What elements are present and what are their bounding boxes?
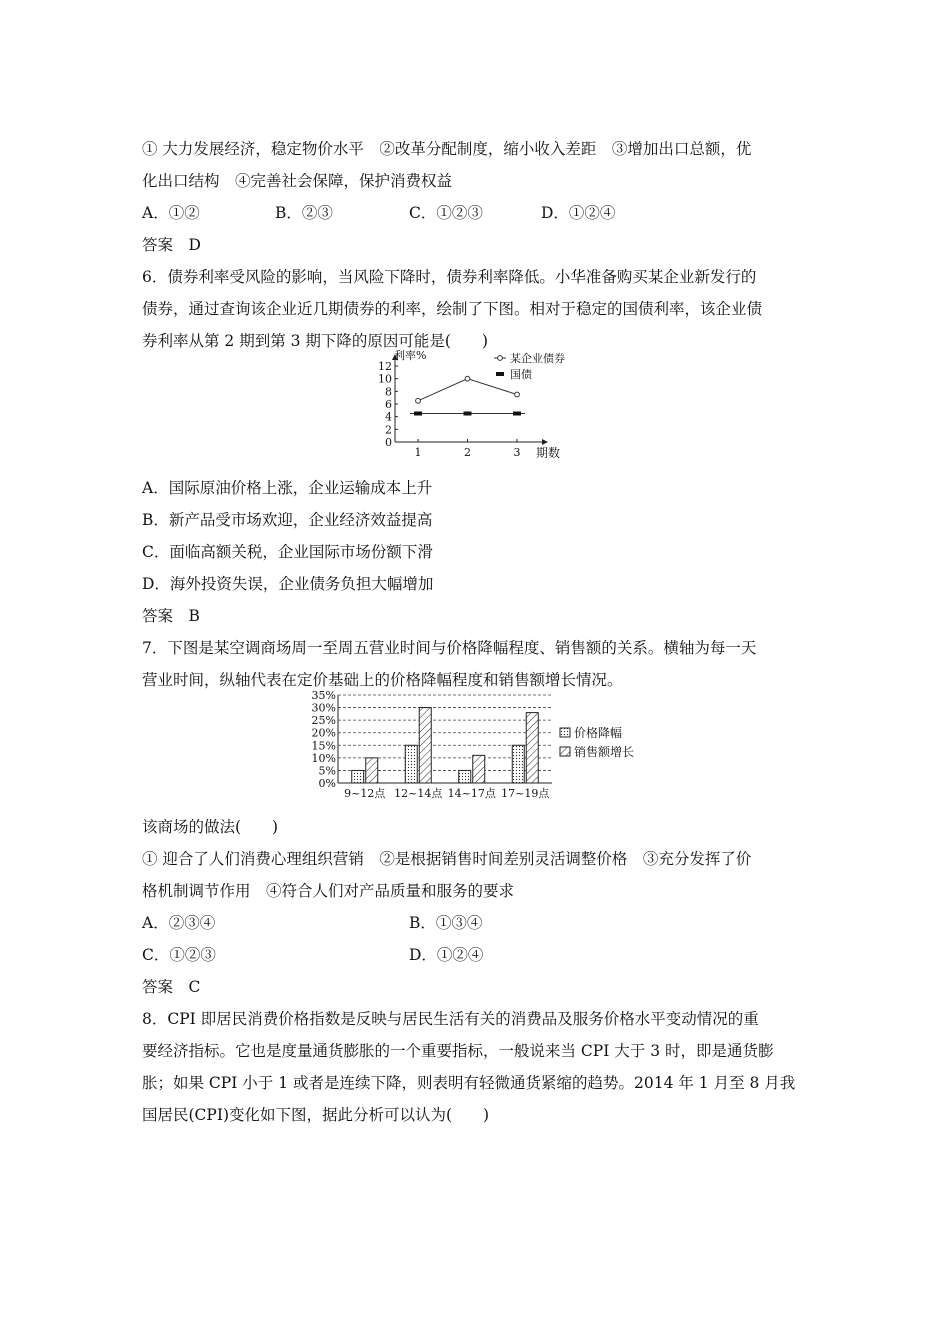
q8-line-1: 8．CPI 即居民消费价格指数是反映与居民生活有关的消费品及服务价格水平变动情况的重 [142, 1010, 759, 1028]
x-tick-label: 17~19点 [501, 787, 550, 800]
q7-line-2: 营业时间，纵轴代表在定价基础上的价格降幅程度和销售额增长情况。 [142, 671, 623, 689]
x-tick-label: 3 [513, 446, 521, 459]
legend-label-price-cut: 价格降幅 [574, 726, 623, 740]
y-axis-label: 利率% [394, 349, 427, 362]
price-sales-bar-chart [308, 688, 654, 802]
y-tick-label: 30% [311, 701, 336, 715]
y-tick-label: 0 [385, 436, 392, 449]
y-tick-label: 15% [311, 739, 336, 753]
q5-line-1: ① 大力发展经济，稳定物价水平 ②改革分配制度，缩小收入差距 ③增加出口总额，优 [142, 140, 752, 158]
series-corporate-bond-line [418, 379, 517, 401]
q7-line-3: ① 迎合了人们消费心理组织营销 ②是根据销售时间差别灵活调整价格 ③充分发挥了价 [142, 850, 752, 868]
treasury-bond-point [414, 412, 422, 416]
q5-line-2: 化出口结构 ④完善社会保障，保护消费权益 [142, 172, 453, 190]
q6-line-2: 债券，通过查询该企业近几期债券的利率，绘制了下图。相对于稳定的国债利率，该企业债 [142, 300, 763, 318]
treasury-bond-point [513, 412, 521, 416]
q8-line-2: 要经济指标。它也是度量通货膨胀的一个重要指标，一般说来当 CPI 大于 3 时，即是通货膨 [142, 1042, 774, 1060]
bar-price-cut [405, 745, 417, 783]
legend-swatch-sales-growth [560, 747, 570, 756]
bar-sales-growth [366, 758, 378, 783]
bar-sales-growth [473, 755, 485, 783]
q7-line-1: 7．下图是某空调商场周一至周五营业时间与价格降幅程度、销售额的关系。横轴为每一天 [142, 639, 757, 657]
y-tick-label: 12 [378, 360, 392, 373]
q5-option-c: C．①②③ [409, 204, 483, 222]
y-tick-label: 20% [311, 726, 336, 740]
legend-marker-corporate [498, 356, 503, 361]
legend-label-sales-growth: 销售额增长 [574, 745, 635, 759]
q7-option-d: D．①②④ [409, 946, 484, 964]
q5-answer: 答案 D [142, 236, 201, 254]
q7-option-c: C．①②③ [142, 946, 216, 964]
legend-label-treasury: 国债 [510, 368, 532, 381]
q7-line-4: 格机制调节作用 ④符合人们对产品质量和服务的要求 [142, 882, 515, 900]
y-tick-label: 25% [311, 714, 336, 728]
bar-price-cut [352, 770, 364, 783]
q6-line-3: 券利率从第 2 期到第 3 期下降的原因可能是( ) [142, 332, 489, 350]
y-tick-label: 35% [311, 689, 336, 702]
corporate-bond-point [465, 376, 470, 381]
x-tick-label: 14~17点 [447, 787, 496, 800]
bar-price-cut [459, 770, 471, 783]
q6-answer: 答案 B [142, 607, 200, 625]
corporate-bond-point [515, 392, 520, 397]
x-tick-label: 2 [464, 446, 471, 459]
y-tick-label: 6 [385, 398, 392, 411]
y-tick-label: 10 [378, 372, 392, 386]
x-axis-label: 期数 [536, 446, 561, 460]
legend-label-corporate: 某企业债券 [510, 352, 565, 365]
q8-line-3: 胀；如果 CPI 小于 1 或者是连续下降，则表明有轻微通货紧缩的趋势。2014 年 1 月至 8 月我 [142, 1074, 796, 1092]
y-tick-label: 4 [385, 410, 392, 424]
y-tick-label: 5% [318, 764, 336, 778]
q6-option-c: C．面临高额关税，企业国际市场份额下滑 [142, 543, 433, 561]
q7-answer: 答案 C [142, 978, 201, 996]
q5-option-b: B．②③ [275, 204, 333, 222]
bond-rate-line-chart [368, 346, 590, 464]
q6-line-1: 6．债券利率受风险的影响，当风险下降时，债券利率降低。小华准备购买某企业新发行的 [142, 268, 757, 286]
y-tick-label: 2 [385, 423, 392, 437]
q7-after-text: 该商场的做法( ) [142, 818, 279, 836]
q5-option-a: A．①② [142, 204, 200, 222]
treasury-bond-point [464, 412, 472, 416]
bar-price-cut [512, 745, 524, 783]
q6-option-a: A．国际原油价格上涨，企业运输成本上升 [142, 479, 433, 497]
y-tick-label: 0% [318, 777, 336, 790]
q7-option-a: A．②③④ [142, 914, 216, 932]
x-axis-arrow [542, 439, 548, 445]
q5-option-d: D．①②④ [541, 204, 616, 222]
corporate-bond-point [416, 398, 421, 403]
y-tick-label: 10% [311, 751, 336, 765]
q6-option-b: B．新产品受市场欢迎，企业经济效益提高 [142, 511, 433, 529]
q6-option-d: D．海外投资失误，企业债务负担大幅增加 [142, 575, 434, 593]
bar-sales-growth [419, 708, 431, 783]
q7-option-b: B．①③④ [409, 914, 483, 932]
x-tick-label: 12~14点 [394, 787, 443, 800]
legend-marker-treasury [496, 372, 504, 376]
x-tick-label: 1 [414, 446, 422, 459]
x-tick-label: 9~12点 [344, 787, 386, 800]
q8-line-4: 国居民(CPI)变化如下图，据此分析可以认为( ) [142, 1106, 490, 1124]
legend-swatch-price-cut [560, 728, 570, 737]
bar-sales-growth [526, 713, 538, 783]
y-tick-label: 8 [385, 385, 392, 399]
